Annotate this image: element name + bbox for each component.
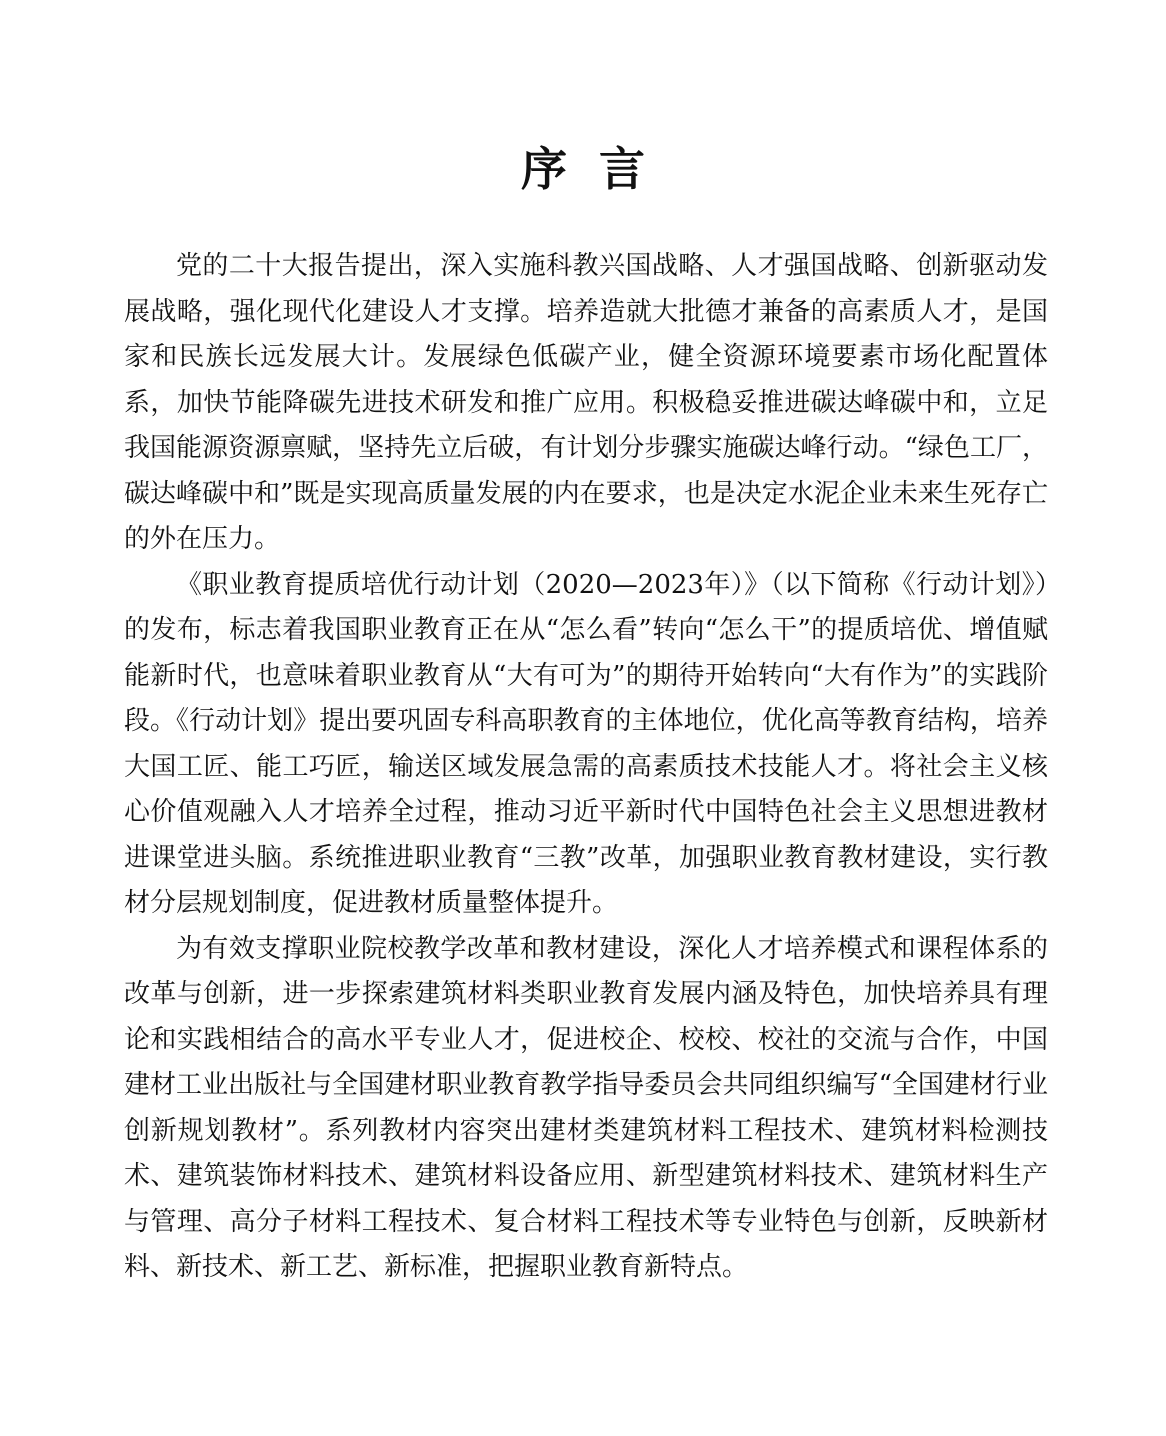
paragraph-2: 《职业教育提质培优行动计划（2020—2023年）》（以下简称《行动计划》）的发布，标志着我国职业教育正在从“怎么看”转向“怎么干”的提质培优、增值赋能新时代，也意味着职业教育从“大有可为”的期待开始转向“大有作为”的实践阶段。《行动计划》提出要巩固专科高职教育的主体地位，优化高等教育结构，培养大国工匠、能工巧匠，输送区域发展急需的高素质技术技能人才。将社会主义核心价值观融入人才培养全过程，推动习近平新时代中国特色社会主义思想进教材进课堂进头脑。系统推进职业教育“三教”改革，加强职业教育教材建设，实行教材分层规划制度，促进教材质量整体提升。 <box>124 569 1048 918</box>
paragraph-3: 为有效支撑职业院校教学改革和教材建设，深化人才培养模式和课程体系的改革与创新，进一步探索建筑材料类职业教育发展内涵及特色，加快培养具有理论和实践相结合的高水平专业人才，促进校企、校校、校社的交流与合作，中国建材工业出版社与全国建材职业教育教学指导委员会共同组织编写“全国建材行业创新规划教材”。系列教材内容突出建材类建筑材料工程技术、建筑材料检测技术、建筑装饰材料技术、建筑材料设备应用、新型建筑材料技术、建筑材料生产与管理、高分子材料工程技术、复合材料工程技术等专业特色与创新，反映新材料、新技术、新工艺、新标准，把握职业教育新特点。 <box>124 933 1048 1282</box>
preface-body <box>124 244 1048 1291</box>
paragraph-1: 党的二十大报告提出，深入实施科教兴国战略、人才强国战略、创新驱动发展战略，强化现代化建设人才支撑。培养造就大批德才兼备的高素质人才，是国家和民族长远发展大计。发展绿色低碳产业，健全资源环境要素市场化配置体系，加快节能降碳先进技术研发和推广应用。积极稳妥推进碳达峰碳中和，立足我国能源资源禀赋，坚持先立后破，有计划分步骤实施碳达峰行动。“绿色工厂，碳达峰碳中和”既是实现高质量发展的内在要求，也是决定水泥企业未来生死存亡的外在压力。 <box>124 251 1048 554</box>
page-title: 序 言 <box>520 141 646 196</box>
